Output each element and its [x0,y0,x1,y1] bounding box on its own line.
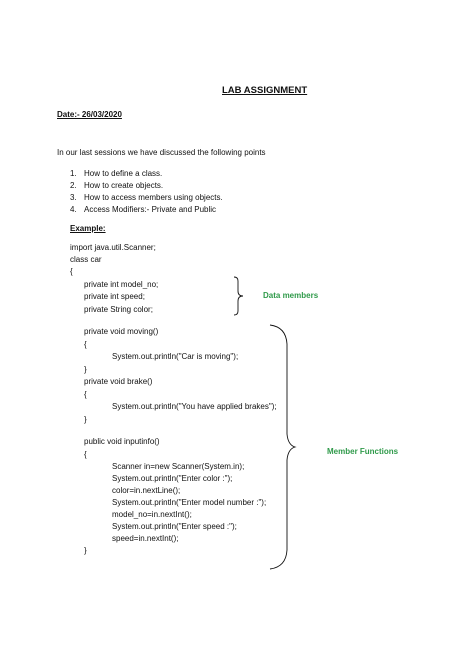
code-line: System.out.println("Enter speed :"); [112,522,237,531]
code-line: speed=in.nextInt(); [112,534,179,543]
code-line: import java.util.Scanner; [70,243,156,252]
code-line: System.out.println("You have applied brakes"); [112,402,277,411]
data-members-brace [232,276,246,316]
list-item: How to create objects. [84,181,164,190]
code-line: { [84,390,87,399]
page-title: LAB ASSIGNMENT [222,85,308,96]
list-item-number: 1. [70,169,77,178]
date-line: Date:- 26/03/2020 [57,110,122,119]
code-line: { [70,267,73,276]
list-item: Access Modifiers:- Private and Public [84,205,217,214]
intro-text: In our last sessions we have discussed the following points [57,148,266,157]
code-line: color=in.nextLine(); [112,486,181,495]
code-line: private int speed; [84,292,145,301]
code-line: } [84,546,87,555]
code-line: System.out.println("Enter model number :"); [112,498,267,507]
list-item-number: 4. [70,205,77,214]
list-item-number: 3. [70,193,77,202]
member-functions-brace [268,324,298,570]
list-item-number: 2. [70,181,77,190]
data-members-label: Data members [263,291,319,300]
example-heading: Example: [70,224,106,233]
list-item: How to access members using objects. [84,193,223,202]
code-line: private void moving() [84,327,159,336]
code-line: System.out.println("Enter color :"); [112,474,233,483]
code-line: } [84,415,87,424]
code-line: private void brake() [84,377,153,386]
code-line: private String color; [84,305,153,314]
code-line: { [84,450,87,459]
code-line: model_no=in.nextInt(); [112,510,192,519]
code-line: } [84,365,87,374]
code-line: private int model_no; [84,280,159,289]
code-line: Scanner in=new Scanner(System.in); [112,462,245,471]
code-line: public void inputinfo() [84,437,160,446]
member-functions-label: Member Functions [327,447,399,456]
list-item: How to define a class. [84,169,163,178]
code-line: class car [70,255,102,264]
code-line: System.out.println("Car is moving"); [112,352,239,361]
code-line: { [84,340,87,349]
